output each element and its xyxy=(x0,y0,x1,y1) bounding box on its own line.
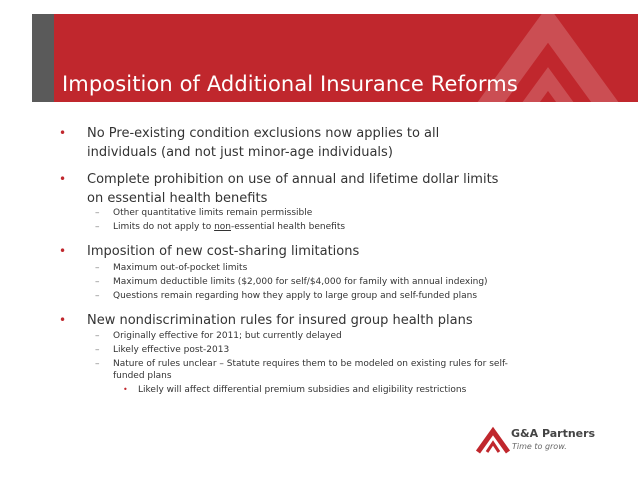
bullet-line: on essential health benefits xyxy=(87,191,268,206)
bullet-marker: • xyxy=(59,313,67,327)
dash-marker: – xyxy=(95,331,100,341)
bullet-line: individuals (and not just minor-age individuals) xyxy=(87,145,393,160)
bullet-item xyxy=(59,124,440,162)
sub-bullet-text-after: -essential health benefits xyxy=(231,222,346,232)
bullet-marker: • xyxy=(59,172,67,186)
sub-bullet-text: Originally effective for 2011; but currently delayed xyxy=(113,331,342,341)
sub-bullet-item xyxy=(95,262,248,274)
dot-marker: • xyxy=(123,385,128,394)
sub-bullet-item xyxy=(95,290,478,302)
slide-title: Imposition of Additional Insurance Reforms xyxy=(62,72,518,96)
dash-marker: – xyxy=(95,277,100,287)
ga-partners-logo-icon xyxy=(476,426,510,454)
sub-bullet-line: funded plans xyxy=(113,371,172,381)
sub-bullet-item xyxy=(95,276,488,288)
sub-bullet-text: Maximum out-of-pocket limits xyxy=(113,263,248,273)
bullet-item xyxy=(59,242,360,261)
dash-marker: – xyxy=(95,345,100,355)
sub-bullet-text: Maximum deductible limits ($2,000 for self/$4,000 for family with annual indexing) xyxy=(113,277,488,287)
sub-bullet-text: Questions remain regarding how they apply to large group and self-funded plans xyxy=(113,291,478,301)
dash-marker: – xyxy=(95,263,100,273)
dash-marker: – xyxy=(95,222,100,232)
bullet-line: Imposition of new cost-sharing limitations xyxy=(87,244,360,259)
logo-name: G&A Partners xyxy=(511,427,596,440)
logo-tagline: Time to grow. xyxy=(512,442,567,451)
sub-bullet-item xyxy=(95,221,346,233)
sub-bullet-underlined: non xyxy=(214,222,231,232)
sub-bullet-line: Nature of rules unclear – Statute requires them to be modeled on existing rules for self- xyxy=(113,359,508,369)
company-logo xyxy=(476,424,616,458)
sub-sub-bullet-text: Likely will affect differential premium subsidies and eligibility restrictions xyxy=(138,385,467,395)
bullet-marker: • xyxy=(59,244,67,258)
bullet-line: New nondiscrimination rules for insured group health plans xyxy=(87,313,473,328)
sub-bullet-item xyxy=(95,330,342,342)
bullet-item xyxy=(59,311,473,330)
sub-bullet-text: Other quantitative limits remain permissible xyxy=(113,208,313,218)
sub-bullet-item xyxy=(95,344,230,356)
bullet-line: Complete prohibition on use of annual and lifetime dollar limits xyxy=(87,172,499,187)
dash-marker: – xyxy=(95,291,100,301)
bullet-line: No Pre-existing condition exclusions now applies to all xyxy=(87,126,440,141)
sub-bullet-item xyxy=(95,207,313,219)
dash-marker: – xyxy=(95,208,100,218)
sub-bullet-text-before: Limits do not apply to xyxy=(113,222,215,232)
sub-sub-bullet-item xyxy=(123,384,467,396)
sub-bullet-text: Likely effective post-2013 xyxy=(113,345,230,355)
dash-marker: – xyxy=(95,359,100,369)
bullet-item xyxy=(59,170,499,208)
sub-bullet-item xyxy=(95,358,508,382)
bullet-marker: • xyxy=(59,126,67,140)
